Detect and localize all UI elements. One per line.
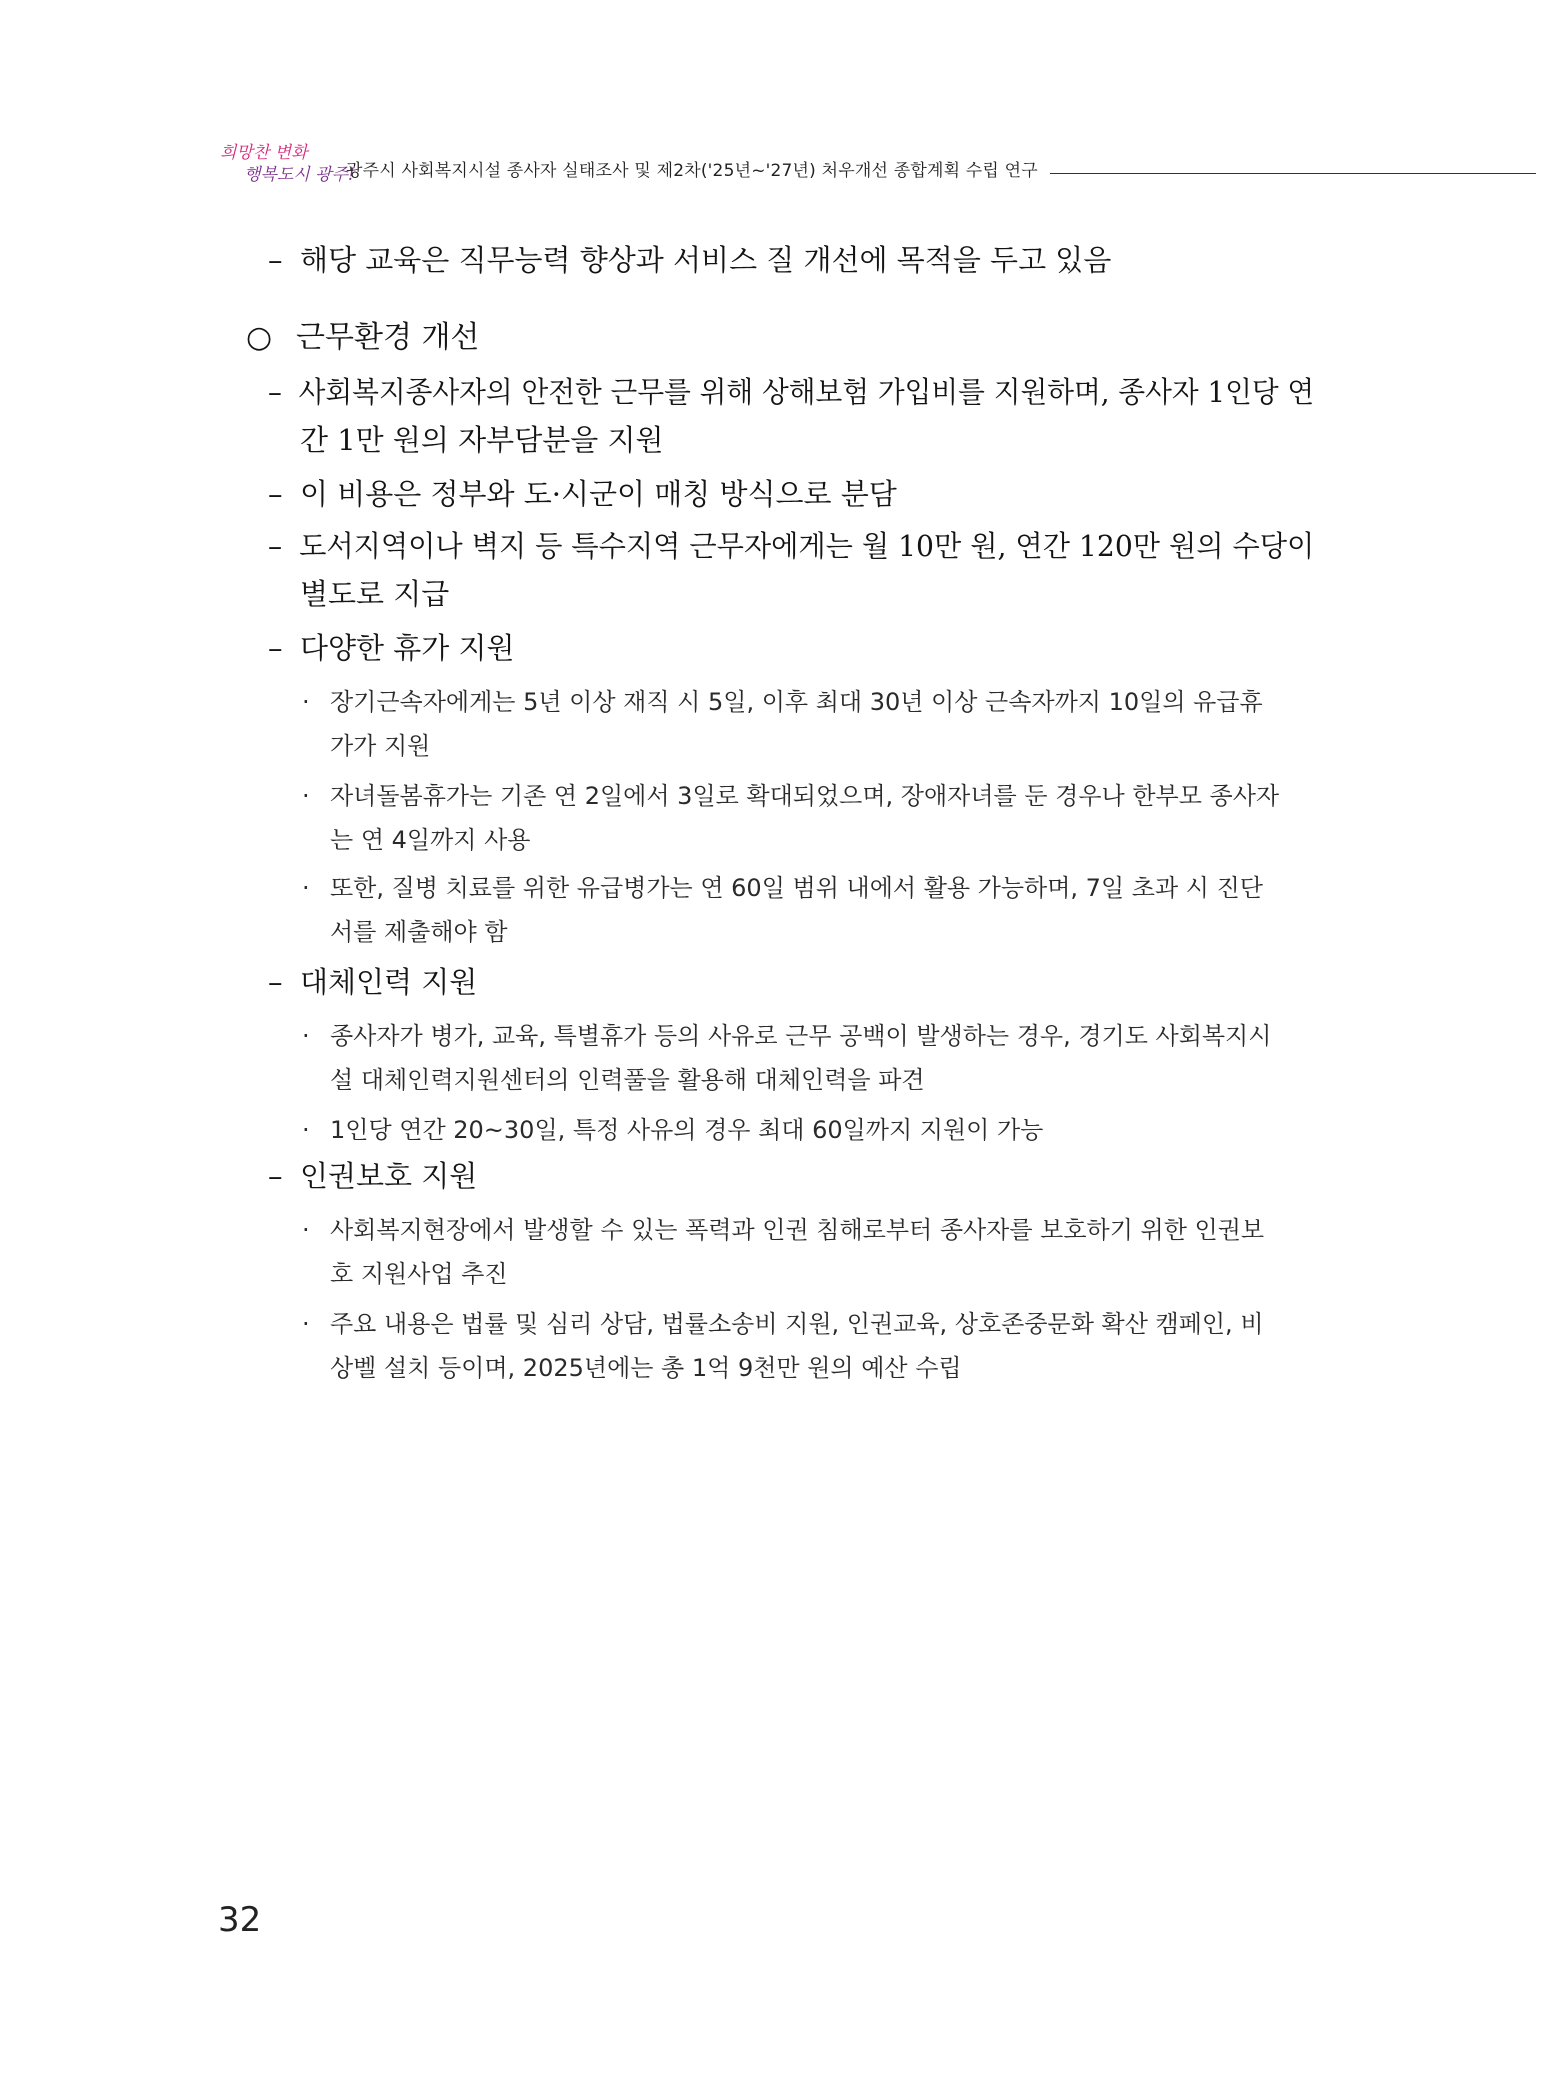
bullet-marker: · bbox=[302, 1022, 310, 1050]
city-slogan-logo bbox=[218, 138, 355, 188]
running-header bbox=[218, 138, 1536, 188]
line-text: 또한, 질병 치료를 위한 유급병가는 연 60일 범위 내에서 활용 가능하며, 7일 초과 시 진단 bbox=[330, 874, 1263, 902]
dash-item bbox=[268, 472, 897, 513]
continuation-line bbox=[330, 1254, 508, 1289]
bullet-marker: · bbox=[302, 1216, 310, 1244]
section-title: 근무환경 개선 bbox=[296, 320, 480, 355]
continuation-line bbox=[300, 572, 449, 613]
dash-item bbox=[268, 238, 1111, 279]
line-text: 해당 교육은 직무능력 향상과 서비스 질 개선에 목적을 두고 있음 bbox=[300, 243, 1112, 277]
line-text: 종사자가 병가, 교육, 특별휴가 등의 사유로 근무 공백이 발생하는 경우, 경기도 사회복지시 bbox=[330, 1022, 1272, 1050]
continuation-line bbox=[300, 418, 663, 459]
line-text: 사회복지현장에서 발생할 수 있는 폭력과 인권 침해로부터 종사자를 보호하기 위한 인권보 bbox=[330, 1216, 1265, 1244]
bullet-item bbox=[302, 868, 1263, 903]
bullet-marker: · bbox=[302, 688, 310, 716]
dash-marker: – bbox=[268, 1159, 283, 1193]
dash-item bbox=[268, 1154, 477, 1195]
continuation-line bbox=[330, 1060, 925, 1095]
continuation-line bbox=[330, 820, 530, 855]
line-text: 도서지역이나 벽지 등 특수지역 근무자에게는 월 10만 원, 연간 120만 원의 수당이 bbox=[299, 529, 1315, 563]
bullet-marker: · bbox=[302, 1116, 310, 1144]
line-text: 이 비용은 정부와 도·시군이 매칭 방식으로 분담 bbox=[300, 477, 897, 511]
dash-marker: – bbox=[268, 529, 283, 563]
dash-item bbox=[268, 626, 515, 667]
line-text: 1인당 연간 20~30일, 특정 사유의 경우 최대 60일까지 지원이 가능 bbox=[330, 1116, 1044, 1144]
dash-marker: – bbox=[268, 375, 282, 409]
bullet-item bbox=[302, 1110, 1043, 1145]
line-text: 별도로 지급 bbox=[300, 577, 450, 611]
dash-item bbox=[268, 370, 1314, 411]
dash-marker: – bbox=[268, 243, 283, 277]
line-text: 자녀돌봄휴가는 기존 연 2일에서 3일로 확대되었으며, 장애자녀를 둔 경우나 한부모 종사자 bbox=[330, 782, 1280, 810]
line-text: 인권보호 지원 bbox=[300, 1159, 478, 1193]
line-text: 사회복지종사자의 안전한 근무를 위해 상해보험 가입비를 지원하며, 종사자 1인당 연 bbox=[298, 375, 1315, 409]
bullet-item bbox=[302, 682, 1263, 717]
svg-text:행복도시 광주!: 행복도시 광주! bbox=[244, 165, 355, 185]
continuation-line bbox=[330, 726, 430, 761]
bullet-item bbox=[302, 1304, 1264, 1339]
bullet-marker: · bbox=[302, 874, 310, 902]
line-text: 간 1만 원의 자부담분을 지원 bbox=[300, 423, 664, 457]
continuation-line bbox=[330, 1348, 962, 1383]
bullet-marker: · bbox=[302, 782, 310, 810]
svg-text:희망찬 변화: 희망찬 변화 bbox=[220, 143, 308, 163]
dash-marker: – bbox=[268, 631, 283, 665]
continuation-line bbox=[330, 912, 508, 947]
dash-marker: – bbox=[268, 965, 283, 999]
line-text: 다양한 휴가 지원 bbox=[300, 631, 515, 665]
line-text: 주요 내용은 법률 및 심리 상담, 법률소송비 지원, 인권교육, 상호존중문화 확산 캠페인, 비 bbox=[330, 1310, 1264, 1338]
dash-marker: – bbox=[268, 477, 283, 511]
header-rule bbox=[1050, 173, 1536, 174]
line-text: 장기근속자에게는 5년 이상 재직 시 5일, 이후 최대 30년 이상 근속자까지 10일의 유급휴 bbox=[330, 688, 1263, 716]
circle-marker: ○ bbox=[246, 320, 273, 355]
bullet-item bbox=[302, 776, 1279, 811]
dash-item bbox=[268, 524, 1314, 565]
line-text: 상벨 설치 등이며, 2025년에는 총 1억 9천만 원의 예산 수립 bbox=[330, 1354, 962, 1382]
line-text: 서를 제출해야 함 bbox=[330, 918, 508, 946]
bullet-item bbox=[302, 1016, 1271, 1051]
page-number: 32 bbox=[218, 1900, 262, 1940]
bullet-marker: · bbox=[302, 1310, 310, 1338]
line-text: 는 연 4일까지 사용 bbox=[330, 826, 531, 854]
line-text: 가가 지원 bbox=[330, 732, 431, 760]
line-text: 설 대체인력지원센터의 인력풀을 활용해 대체인력을 파견 bbox=[330, 1066, 925, 1094]
line-text: 호 지원사업 추진 bbox=[330, 1260, 508, 1288]
dash-item bbox=[268, 960, 477, 1001]
bullet-item bbox=[302, 1210, 1264, 1245]
section-heading bbox=[246, 312, 479, 356]
report-title: 광주시 사회복지시설 종사자 실태조사 및 제2차('25년~'27년) 처우개선 종합계획 수립 연구 bbox=[346, 161, 1038, 181]
line-text: 대체인력 지원 bbox=[300, 965, 478, 999]
